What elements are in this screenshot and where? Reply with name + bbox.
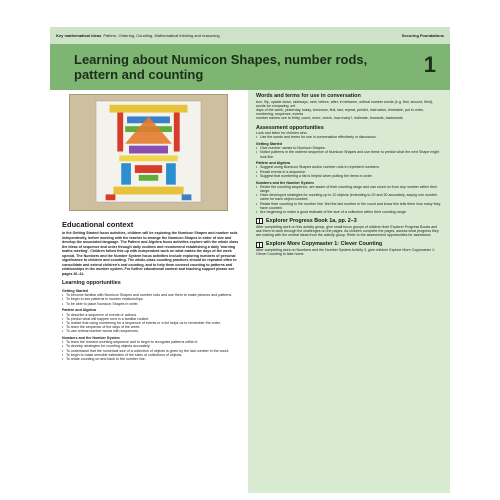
right-column [248, 90, 450, 493]
learning-pattern-list [62, 313, 240, 334]
assessment-pattern-heading: Pattern and Algebra [256, 161, 291, 166]
educational-context-text: In the Getting Started focus activities, children will be exploring the Numicon Shapes and number rods independently, before working with the teacher to arrange the Numicon Shapes in order of size and develop the associated language. The Pattern and Algebra focus activities explore with the whole class the ideas of sequence and order through daily routines and recommend establishing a daily 'morning maths meeting'. Children follow this up with independent work on what makes the days of the week special. The Numbers and the Number System focus activities include exploring numbers of personal significance to children and counting. The whole-class counting practices should be repeated often to consolidate and extend children's oral counting, and to help them connect counting to patterns and relationships in the number system. For further educational context and teaching support please see pages 36–41. [62, 231, 239, 276]
list-item: • Suggest that numbering a list is helpful when putting the items in order. [256, 174, 442, 178]
list-item: • Relate their counting to the number line, find the last number in the count and know this tells them how many they have counted. [256, 202, 442, 210]
assessment-pattern-list [256, 165, 442, 178]
learning-getting-started-list [62, 293, 240, 306]
book-icon [256, 218, 263, 224]
explorer-heading: Explorer Progress Book 1a, pp. 2–3 [266, 218, 357, 225]
list-item: • To realize that using numbering for a sequence of events or a list helps us to remember the order. [62, 321, 240, 325]
title-band [50, 44, 450, 90]
assessment-number-list [256, 185, 442, 214]
learning-pattern-heading: Pattern and Algebra [62, 308, 97, 313]
list-item: • To develop strategies for counting objects accurately. [62, 344, 240, 348]
list-item: • Notice patterns in the ordered sequence of Numicon Shapes and use these to predict what the next Shape might look like. [256, 150, 442, 158]
book-page [50, 27, 450, 493]
list-item: • To relate counting on and back to the number line. [62, 357, 240, 361]
key-ideas-value: Pattern, Ordering, Counting, Mathematical thinking and reasoning [103, 33, 220, 38]
educational-context-heading: Educational context [62, 220, 134, 229]
assessment-number-heading: Numbers and the Number System [256, 180, 314, 185]
words-paragraph: days of the week, yesterday, today, tomorrow, first, last, repeat, predict, instruction, timetable, put in order, numbering, sequence, events [256, 107, 424, 117]
list-item: • Give number names to Numicon Shapes. [256, 146, 442, 150]
words-paragraph: number names one to thirty, count, more, check, how many?, estimate, forwards, backwards [256, 116, 403, 121]
list-item: • To predict what will happen next in a familiar routine. [62, 317, 240, 321]
left-column [50, 90, 250, 493]
list-item: • Suggest using Numicon Shapes and/or number rods to represent numbers. [256, 165, 442, 169]
copymaster-text: After completing work on Numbers and the Number System Activity 3, give children Explore More Copymaster 1: Clever Counting to take home. [256, 247, 435, 256]
list-item: • Recall events in a sequence. [256, 170, 442, 174]
explorer-text: After completing work on this activity group, give small focus groups of children their Explorer Progress Books and ask them to work through the challenges on the pages. As children complete the pages, assess what progress they are making with the central ideas from the activity group. Refer to the assessment opportunities for assistance. [256, 224, 439, 238]
list-item: • To be able to place Numicon Shapes in order. [62, 302, 240, 306]
assessment-lead: Look and listen for children who: [256, 131, 308, 136]
strand-label: Securing Foundations [401, 33, 444, 38]
list-item: • To learn the forward counting sequence and to begin to recognize patterns within it. [62, 340, 240, 344]
header-bar [50, 27, 450, 44]
list-item: • To learn the sequence of the days of the week. [62, 325, 240, 329]
assessment-heading: Assessment opportunities [256, 124, 324, 131]
list-item: • To understand that the numerical size of a collection of objects is given by the last number in the count. [62, 349, 240, 353]
copymaster-heading: Explore More Copymaster 1: Clever Counting [266, 241, 383, 248]
list-item: • To begin to make sensible estimates of the sizes of collections of objects. [62, 353, 240, 357]
book-icon [256, 242, 263, 248]
list-item: • To begin to see patterns in number relationships. [62, 297, 240, 301]
assessment-getting-started-list [256, 146, 442, 159]
learning-getting-started-heading: Getting Started [62, 289, 88, 293]
list-item: • Have developed strategies for counting up to 10 objects (extending to 20 and 30 accurately, saying one number name for each object counted. [256, 193, 442, 201]
words-paragraph: turn, flip, upside down, sideways, next, before, after, in between, ordinal number words (e.g. first, second, third), words for comparing, set [256, 99, 434, 108]
list-item: • Recite the counting sequence, are aware of their counting range and can count on from any number within their range. [256, 185, 442, 193]
list-item: • To become familiar with Numicon Shapes and number rods and use them to make pictures and patterns. [62, 293, 240, 297]
words-heading: Words and terms for use in conversation [256, 93, 361, 99]
shapes-picture [70, 95, 227, 210]
assessment-lead-list [256, 135, 442, 139]
activity-number: 1 [423, 52, 436, 77]
list-item: • Are beginning to make a good estimate of the size of a collection within their counting range. [256, 210, 442, 214]
list-item: • To use ordinal number words with sequences. [62, 329, 240, 333]
key-ideas-label: Key mathematical ideas [56, 33, 102, 38]
activity-photo [69, 94, 228, 211]
list-item: • Use the words and terms for use in conversation effectively in discussion. [256, 135, 442, 139]
learning-heading: Learning opportunities [62, 280, 121, 286]
assessment-getting-started-heading: Getting Started [256, 141, 282, 146]
learning-number-list [62, 340, 240, 361]
list-item: • To describe a sequence of events or actions. [62, 313, 240, 317]
learning-number-heading: Numbers and the Number System [62, 336, 120, 341]
page-title: Learning about Numicon Shapes, number rods, pattern and counting [74, 52, 368, 82]
